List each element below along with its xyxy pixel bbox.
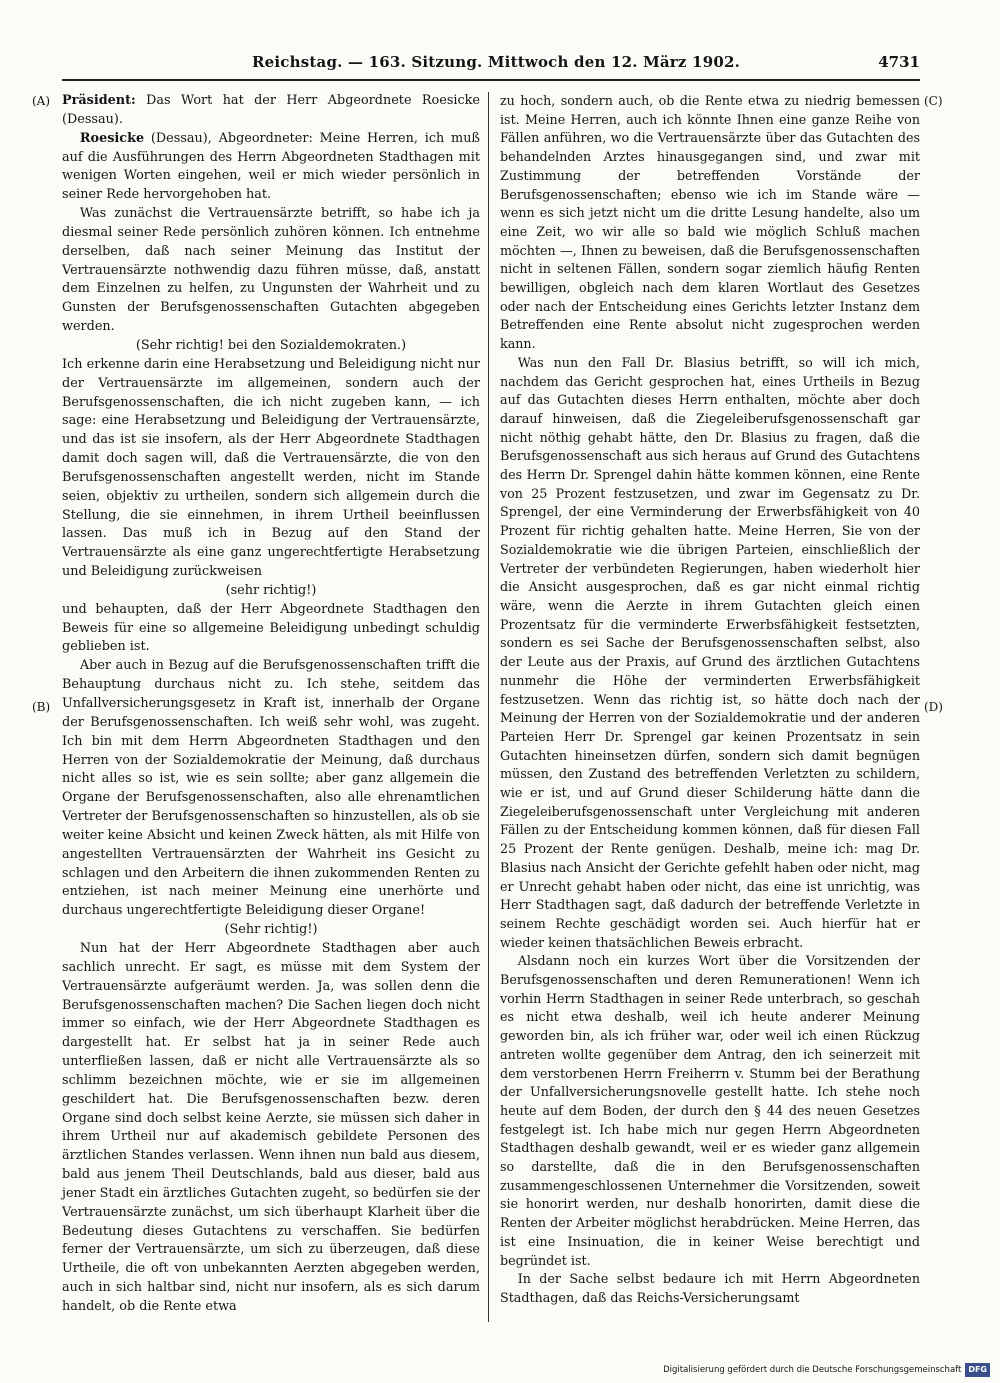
paragraph — [500, 952, 920, 1270]
paragraph — [62, 582, 480, 601]
footer-credit — [663, 1362, 990, 1378]
speaker-name: Roesicke — [79, 130, 145, 146]
paragraph — [62, 92, 480, 130]
paragraph — [62, 205, 480, 337]
header-title: Reichstag. — 163. Sitzung. Mittwoch den 12. März 1902. — [252, 53, 741, 71]
paragraph-text: Was zunächst die Vertrauensärzte betrifft, so habe ich ja diesmal seiner Rede persönlich zuhören können. Ich entnehme derselben, daß nach seiner Meinung das Institut der Vertrauensärzte nothwendig dazu führen müsse, daß, anstatt dem Einzelnen zu helfen, zu Ungunsten der Wahrheit und zu Gunsten der Berufsgenossenschaften Gutachten abgegeben werden. — [62, 206, 480, 335]
paragraph-text: und behaupten, daß der Herr Abgeordnete Stadthagen den Beweis für eine so allgemeine Beleidigung unbedingt schuldig geblieben ist. — [62, 601, 480, 655]
paragraph-text: Nun hat der Herr Abgeordnete Stadthagen aber auch sachlich unrecht. Er sagt, es müsse mit dem System der Vertrauensärzte aufgeräumt werden. Ja, was sollen denn die Berufsgenossenschaften machen? Die Sachen liegen doch nicht immer so einfach, wie der Herr Abgeordnete Stadthagen es dargestellt hat. Er selbst hat ja in seiner Rede auch unterfließen lassen, daß er nicht alle Vertrauensärzte als so schlimm bezeichnen möchte, wie er sie im allgemeinen geschildert hat. Die Berufsgenossenschaften bezw. deren Organe sind doch selbst keine Aerzte, sie müssen sich daher in ihrem Urtheil nur auf akademisch gebildete Personen des ärztlichen Standes verlassen. Wenn ihnen nun bald aus diesem, bald aus jenem Theil Deutschlands, bald aus dieser, bald aus jener Stadt ein ärztliches Gutachten zugeht, so bedürfen sie der Vertrauensärzte zunächst, um sich überhaupt Klarheit über die Bedeutung dieses Gutachtens zu verschaffen. Sie bedürfen ferner der Vertrauensärzte, um sich zu überzeugen, daß diese Urtheile, die oft von unbekannten Aerzten abgegeben werden, auch in sich haltbar sind, nicht nur insofern, als es sich darum handelt, ob die Rente etwa — [62, 940, 480, 1314]
paragraph — [62, 657, 480, 921]
paragraph — [62, 940, 480, 1317]
paragraph — [62, 921, 480, 940]
paragraph — [62, 356, 480, 582]
paragraph — [62, 601, 480, 658]
paragraph — [62, 130, 480, 205]
paragraph — [500, 1270, 920, 1307]
margin-mark-d: (D) — [924, 700, 943, 714]
left-text-column — [62, 92, 480, 1317]
header-rule — [62, 79, 920, 81]
paragraph-text: (sehr richtig!) — [225, 582, 317, 598]
column-divider — [488, 92, 489, 1322]
footer-text: Digitalisierung gefördert durch die Deutsche Forschungsgemeinschaft — [663, 1365, 962, 1375]
paragraph-text: (Dessau), Abgeordneter: Meine Herren, ich muß auf die Ausführungen des Herrn Abgeordneten Stadthagen mit wenigen Worten eingehen, weil er mich wieder persönlich in seiner Rede hervorgehoben hat. — [62, 130, 480, 203]
page-number: 4731 — [878, 53, 920, 71]
dfg-logo-icon: DFG — [965, 1363, 990, 1377]
margin-mark-c: (C) — [924, 94, 943, 108]
paragraph-text: (Sehr richtig!) — [224, 922, 318, 938]
paragraph-text: Aber auch in Bezug auf die Berufsgenossenschaften trifft die Behauptung durchaus nicht zu. Ich stehe, seitdem das Unfallversicherungsgesetz in Kraft ist, innerhalb der Organe der Berufsgenossenschaften. Ich weiß sehr wohl, was zugeht. Ich bin mit dem Herrn Abgeordneten Stadthagen und den Herren von der Sozialdemokratie der Meinung, daß durchaus nicht alles so ist, wie es sein sollte; aber ganz allgemein die Organe der Berufsgenossenschaften, also alle ehrenamtlichen Vertreter der Berufsgenossenschaften so hinzustellen, als ob sie weiter keine Absicht und keinen Zweck hätten, als mit Hilfe von angestellten Vertrauensärzten der Wahrheit ins Gesicht zu schlagen und den Arbeitern die ihnen zukommenden Renten zu entziehen, ist nach meiner Meinung eine unerhörte und durchaus ungerechtfertigte Beleidigung dieser Organe! — [62, 658, 480, 919]
margin-mark-a: (A) — [32, 94, 51, 108]
paragraph-text: Alsdann noch ein kurzes Wort über die Vorsitzenden der Berufsgenossenschaften und deren Remunerationen! Wenn ich vorhin Herrn Stadthagen in seiner Rede unterbrach, so geschah es nicht etwa deshalb, weil ich heute anderer Meinung geworden bin, als ich früher war, oder weil ich einen Rückzug antreten wollte gegenüber dem Antrag, den ich seinerzeit mit dem verstorbenen Herrn Freiherrn v. Stumm bei der Berathung der Unfallversicherungsnovelle gestellt hatte. Ich stehe noch heute auf dem Boden, der durch den § 44 des neuen Gesetzes festgelegt ist. Ich habe mich nur gegen Herrn Abgeordneten Stadthagen deshalb gewandt, weil er es wieder ganz allgemein so darstellte, daß die in den Berufsgenossenschaften zusammengeschlossenen Unternehmer die Vorsitzenden, soweit sie honorirt werden, nur deshalb honorirten, damit diese die Renten der Arbeiter möglichst herabdrücken. Meine Herren, das ist eine Insinuation, die in keiner Weise berechtigt und begründet ist. — [500, 953, 920, 1268]
right-text-column — [500, 92, 920, 1308]
speaker-name: Präsident: — [62, 93, 136, 108]
page-header — [62, 50, 920, 74]
paragraph-text: zu hoch, sondern auch, ob die Rente etwa zu niedrig bemessen ist. Meine Herren, auch ich könnte Ihnen eine ganze Reihe von Fällen anführen, wo die Vertrauensärzte über das Gutachten des behandelnden Arztes hinausgegangen sind, und zwar mit Zustimmung der betreffenden Vorstände der Berufsgenossenschaften; ebenso wie ich im Stande wäre — wenn es sich jetzt nicht um die dritte Lesung handelte, also um eine Zeit, wo wir alle so bald wie möglich Schluß machen möchten —, Ihnen zu beweisen, daß die Berufsgenossenschaften nicht in seltenen Fällen, sondern sogar ziemlich häufig Renten bewilligen, obgleich nach dem klaren Wortlaut des Gesetzes oder nach der Entscheidung eines Gerichts letzter Instanz dem Betreffenden eine Rente absolut nicht zugesprochen werden kann. — [500, 93, 920, 352]
paragraph-text: (Sehr richtig! bei den Sozialdemokraten.) — [135, 337, 407, 353]
paragraph — [62, 337, 480, 356]
paragraph-text: Was nun den Fall Dr. Blasius betrifft, so will ich mich, nachdem das Gericht gesprochen hat, eines Urtheils in Bezug auf das Gutachten dieses Herrn enthalten, möchte aber doch darauf hinweisen, daß die Ziegeleiberufsgenossenschaft gar nicht nöthig gehabt hätte, den Dr. Blasius zu fragen, daß die Berufsgenossenschaft aus sich heraus auf Grund des Gutachtens des Herrn Dr. Sprengel dahin hätte kommen können, eine Rente von 25 Prozent festzusetzen, und zwar im Gegensatz zu Dr. Sprengel, der eine Verminderung der Erwerbsfähigkeit von 40 Prozent für richtig gehalten hatte. Meine Herren, Sie von der Sozialdemokratie wie die übrigen Parteien, einschließlich der Vertreter der verbündeten Regierungen, haben wiederholt hier die Ansicht ausgesprochen, daß es gar nicht einmal richtig wäre, wenn die Aerzte in ihrem Gutachten gleich einen Prozentsatz für die verminderte Erwerbsfähigkeit festsetzten, sondern es sei Sache der Berufsgenossenschaften selbst, also der Leute aus der Praxis, auf Grund des ärztlichen Gutachtens nunmehr die Höhe der verminderten Erwerbsfähigkeit festzusetzen. Wenn das richtig ist, so hätte doch nach der Meinung der Herren von der Sozialdemokratie und der anderen Parteien Herr Dr. Sprengel gar keinen Prozentsatz in sein Gutachten hineinsetzen dürfen, sondern sich damit begnügen müssen, den Zustand des betreffenden Verletzten zu schildern, wie er ist, und auf Grund dieser Schilderung hätte dann die Ziegeleiberufsgenossenschaft unter Vergleichung mit anderen Fällen zu der Entscheidung kommen können, daß für diesen Fall 25 Prozent der Rente genügen. Deshalb, meine ich: mag Dr. Blasius nach Ansicht der Gerichte gefehlt haben oder nicht, mag er Unrecht gehabt haben oder nicht, das eine ist unrichtig, was Herr Stadthagen sagt, daß dadurch der betreffende Verletzte in seinem Rechte geschädigt worden sei. Auch hierfür hat er wieder keinen thatsächlichen Beweis erbracht. — [500, 354, 920, 950]
paragraph-text: In der Sache selbst bedaure ich mit Herrn Abgeordneten Stadthagen, daß das Reichs-Versicherungsamt — [500, 1271, 920, 1305]
paragraph-text: Ich erkenne darin eine Herabsetzung und Beleidigung nicht nur der Vertrauensärzte im allgemeinen, sondern auch der Berufsgenossenschaften, die ich nicht zugeben kann, — ich sage: eine Herabsetzung und Beleidigung der Vertrauensärzte, und das ist sie insofern, als der Herr Abgeordnete Stadthagen damit doch sagen will, daß die Vertrauensärzte, die von den Berufsgenossenschaften angestellt werden, nicht im Stande seien, objektiv zu urtheilen, sondern sich allgemein durch die Stellung, die sie einnehmen, in ihrem Urtheil beeinflussen lassen. Das muß ich in Bezug auf den Stand der Vertrauensärzte als eine ganz ungerechtfertigte Herabsetzung und Beleidigung zurückweisen — [62, 356, 480, 580]
paragraph — [500, 354, 920, 953]
margin-mark-b: (B) — [32, 700, 51, 714]
paragraph — [500, 92, 920, 354]
paragraph-text: Das Wort hat der Herr Abgeordnete Roesicke (Dessau). — [62, 93, 480, 127]
